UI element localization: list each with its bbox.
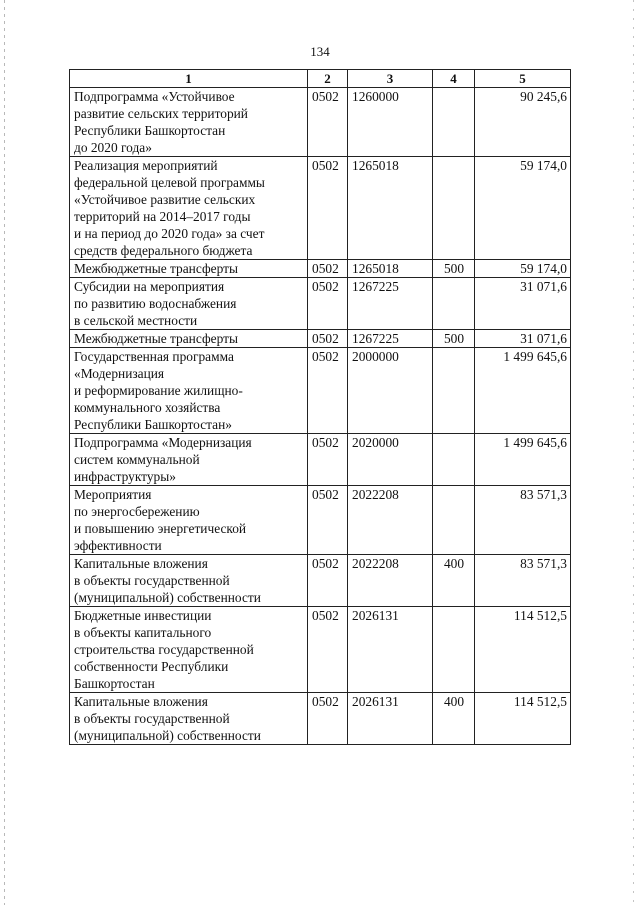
target-code-cell: 1267225 bbox=[348, 330, 433, 348]
table-header bbox=[70, 70, 571, 88]
expense-type-cell bbox=[433, 607, 475, 693]
expense-type-cell: 400 bbox=[433, 693, 475, 745]
table-row bbox=[70, 486, 571, 555]
budget-table bbox=[69, 69, 571, 745]
section-code-cell: 0502 bbox=[308, 88, 348, 157]
target-code-cell: 1260000 bbox=[348, 88, 433, 157]
expense-type-cell: 400 bbox=[433, 555, 475, 607]
table-row bbox=[70, 260, 571, 278]
table-row bbox=[70, 88, 571, 157]
row-name-cell: Реализация мероприятий федеральной целевой программы «Устойчивое развитие сельских территорий на 2014–2017 годы и на период до 2020 года» за счет средств федерального бюджета bbox=[70, 157, 308, 260]
column-header: 4 bbox=[433, 70, 475, 88]
expense-type-cell: 500 bbox=[433, 330, 475, 348]
section-code-cell: 0502 bbox=[308, 555, 348, 607]
row-name-cell: Межбюджетные трансферты bbox=[70, 260, 308, 278]
expense-type-cell bbox=[433, 278, 475, 330]
page-number: 134 bbox=[310, 44, 330, 59]
target-code-cell: 1267225 bbox=[348, 278, 433, 330]
table-row bbox=[70, 330, 571, 348]
row-name-cell: Межбюджетные трансферты bbox=[70, 330, 308, 348]
table-row bbox=[70, 434, 571, 486]
target-code-cell: 1265018 bbox=[348, 157, 433, 260]
row-name-cell: Мероприятия по энергосбережению и повышению энергетической эффективности bbox=[70, 486, 308, 555]
expense-type-cell bbox=[433, 486, 475, 555]
table-row bbox=[70, 607, 571, 693]
table-row bbox=[70, 693, 571, 745]
expense-type-cell bbox=[433, 88, 475, 157]
row-name-cell: Субсидии на мероприятия по развитию водоснабжения в сельской местности bbox=[70, 278, 308, 330]
row-name-cell: Бюджетные инвестиции в объекты капитального строительства государственной собственности Республики Башкортостан bbox=[70, 607, 308, 693]
table-row bbox=[70, 555, 571, 607]
amount-cell: 90 245,6 bbox=[475, 88, 571, 157]
amount-cell: 59 174,0 bbox=[475, 260, 571, 278]
column-header: 3 bbox=[348, 70, 433, 88]
amount-cell: 114 512,5 bbox=[475, 607, 571, 693]
amount-cell: 31 071,6 bbox=[475, 330, 571, 348]
section-code-cell: 0502 bbox=[308, 486, 348, 555]
expense-type-cell bbox=[433, 434, 475, 486]
section-code-cell: 0502 bbox=[308, 607, 348, 693]
row-name-cell: Государственная программа «Модернизация и реформирование жилищно- коммунального хозяйства Республики Башкортостан» bbox=[70, 348, 308, 434]
row-name-cell: Капитальные вложения в объекты государственной (муниципальной) собственности bbox=[70, 555, 308, 607]
amount-cell: 31 071,6 bbox=[475, 278, 571, 330]
scan-edge-right bbox=[633, 0, 634, 905]
amount-cell: 59 174,0 bbox=[475, 157, 571, 260]
row-name-cell: Подпрограмма «Устойчивое развитие сельских территорий Республики Башкортостан до 2020 года» bbox=[70, 88, 308, 157]
column-header: 2 bbox=[308, 70, 348, 88]
target-code-cell: 2026131 bbox=[348, 693, 433, 745]
header-row bbox=[70, 70, 571, 88]
target-code-cell: 2026131 bbox=[348, 607, 433, 693]
table-row bbox=[70, 157, 571, 260]
target-code-cell: 1265018 bbox=[348, 260, 433, 278]
section-code-cell: 0502 bbox=[308, 157, 348, 260]
amount-cell: 1 499 645,6 bbox=[475, 348, 571, 434]
column-header: 1 bbox=[70, 70, 308, 88]
table-row bbox=[70, 348, 571, 434]
section-code-cell: 0502 bbox=[308, 260, 348, 278]
expense-type-cell bbox=[433, 348, 475, 434]
expense-type-cell: 500 bbox=[433, 260, 475, 278]
target-code-cell: 2020000 bbox=[348, 434, 433, 486]
table-body bbox=[70, 88, 571, 745]
expense-type-cell bbox=[433, 157, 475, 260]
amount-cell: 83 571,3 bbox=[475, 486, 571, 555]
row-name-cell: Капитальные вложения в объекты государственной (муниципальной) собственности bbox=[70, 693, 308, 745]
target-code-cell: 2022208 bbox=[348, 486, 433, 555]
amount-cell: 83 571,3 bbox=[475, 555, 571, 607]
section-code-cell: 0502 bbox=[308, 434, 348, 486]
target-code-cell: 2022208 bbox=[348, 555, 433, 607]
section-code-cell: 0502 bbox=[308, 693, 348, 745]
column-header: 5 bbox=[475, 70, 571, 88]
scan-edge-left bbox=[4, 0, 5, 905]
amount-cell: 1 499 645,6 bbox=[475, 434, 571, 486]
section-code-cell: 0502 bbox=[308, 348, 348, 434]
table-row bbox=[70, 278, 571, 330]
section-code-cell: 0502 bbox=[308, 278, 348, 330]
row-name-cell: Подпрограмма «Модернизация систем коммунальной инфраструктуры» bbox=[70, 434, 308, 486]
amount-cell: 114 512,5 bbox=[475, 693, 571, 745]
section-code-cell: 0502 bbox=[308, 330, 348, 348]
target-code-cell: 2000000 bbox=[348, 348, 433, 434]
